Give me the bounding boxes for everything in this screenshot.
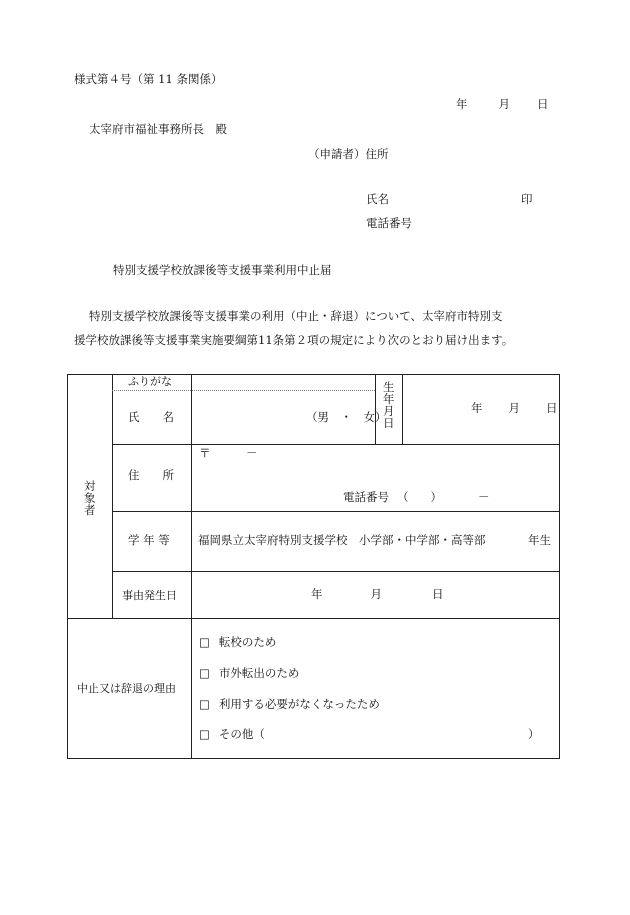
- subject-label: 対 象 者: [84, 479, 96, 518]
- birth-date-label: 生 年 月 日: [383, 380, 395, 431]
- seal-mark: 印: [521, 192, 533, 206]
- event-date-field[interactable]: 年 月 日: [311, 587, 444, 601]
- checkbox-icon: □: [199, 727, 210, 741]
- applicant-address-label: （申請者）住所: [308, 147, 389, 161]
- applicant-name-label: 氏名: [366, 192, 389, 206]
- name-label: 氏 名: [128, 410, 174, 424]
- subject-phone-field[interactable]: 電話番号 （ ） －: [343, 490, 490, 504]
- address-label: 住 所: [128, 468, 174, 482]
- postal-mark: 〒: [199, 446, 211, 460]
- grade-label: 学 年 等: [128, 533, 170, 547]
- addressee: 太宰府市福祉事務所長 殿: [89, 122, 227, 136]
- furigana-label: ふりがな: [128, 375, 172, 388]
- checkbox-icon: □: [199, 697, 210, 711]
- address-field[interactable]: [192, 460, 559, 486]
- header-date: [456, 99, 549, 111]
- birth-date-field[interactable]: 年 月 日: [471, 401, 558, 415]
- reason-label: 中止又は辞退の理由: [77, 682, 176, 695]
- reason-option-transfer[interactable]: □ 転校のため: [199, 635, 277, 649]
- page-title: 特別支援学校放課後等支援事業利用中止届: [113, 263, 332, 277]
- body-text-line-1: 特別支援学校放課後等支援事業の利用（中止・辞退）について、太宰府市特別支: [89, 309, 503, 323]
- body-text-line-2: 援学校放課後等支援事業実施要綱第11条第２項の規定により次のとおり届け出ます。: [74, 333, 514, 347]
- event-date-label: 事由発生日: [122, 589, 177, 602]
- form-number: 様式第４号（第 11 条関係）: [74, 72, 223, 86]
- gender-options: （男 ・ 女）: [306, 410, 387, 424]
- reason-option-no-longer-needed[interactable]: □ 利用する必要がなくなったため: [199, 697, 380, 711]
- furigana-field[interactable]: [192, 376, 374, 389]
- checkbox-icon: □: [199, 635, 210, 649]
- checkbox-icon: □: [199, 666, 210, 680]
- date-day-label: 日: [537, 97, 549, 111]
- applicant-phone-label: 電話番号: [366, 216, 412, 230]
- date-year-label: 年: [456, 97, 468, 111]
- grade-suffix: 年生: [528, 533, 551, 547]
- reason-option-other[interactable]: □ その他（: [199, 727, 265, 741]
- postal-dash: －: [246, 446, 258, 460]
- reason-option-move-out[interactable]: □ 市外転出のため: [199, 666, 300, 680]
- school-name: 福岡県立太宰府特別支援学校 小学部・中学部・高等部: [198, 533, 486, 547]
- date-month-label: 月: [498, 97, 510, 111]
- reason-other-close: ）: [528, 727, 540, 741]
